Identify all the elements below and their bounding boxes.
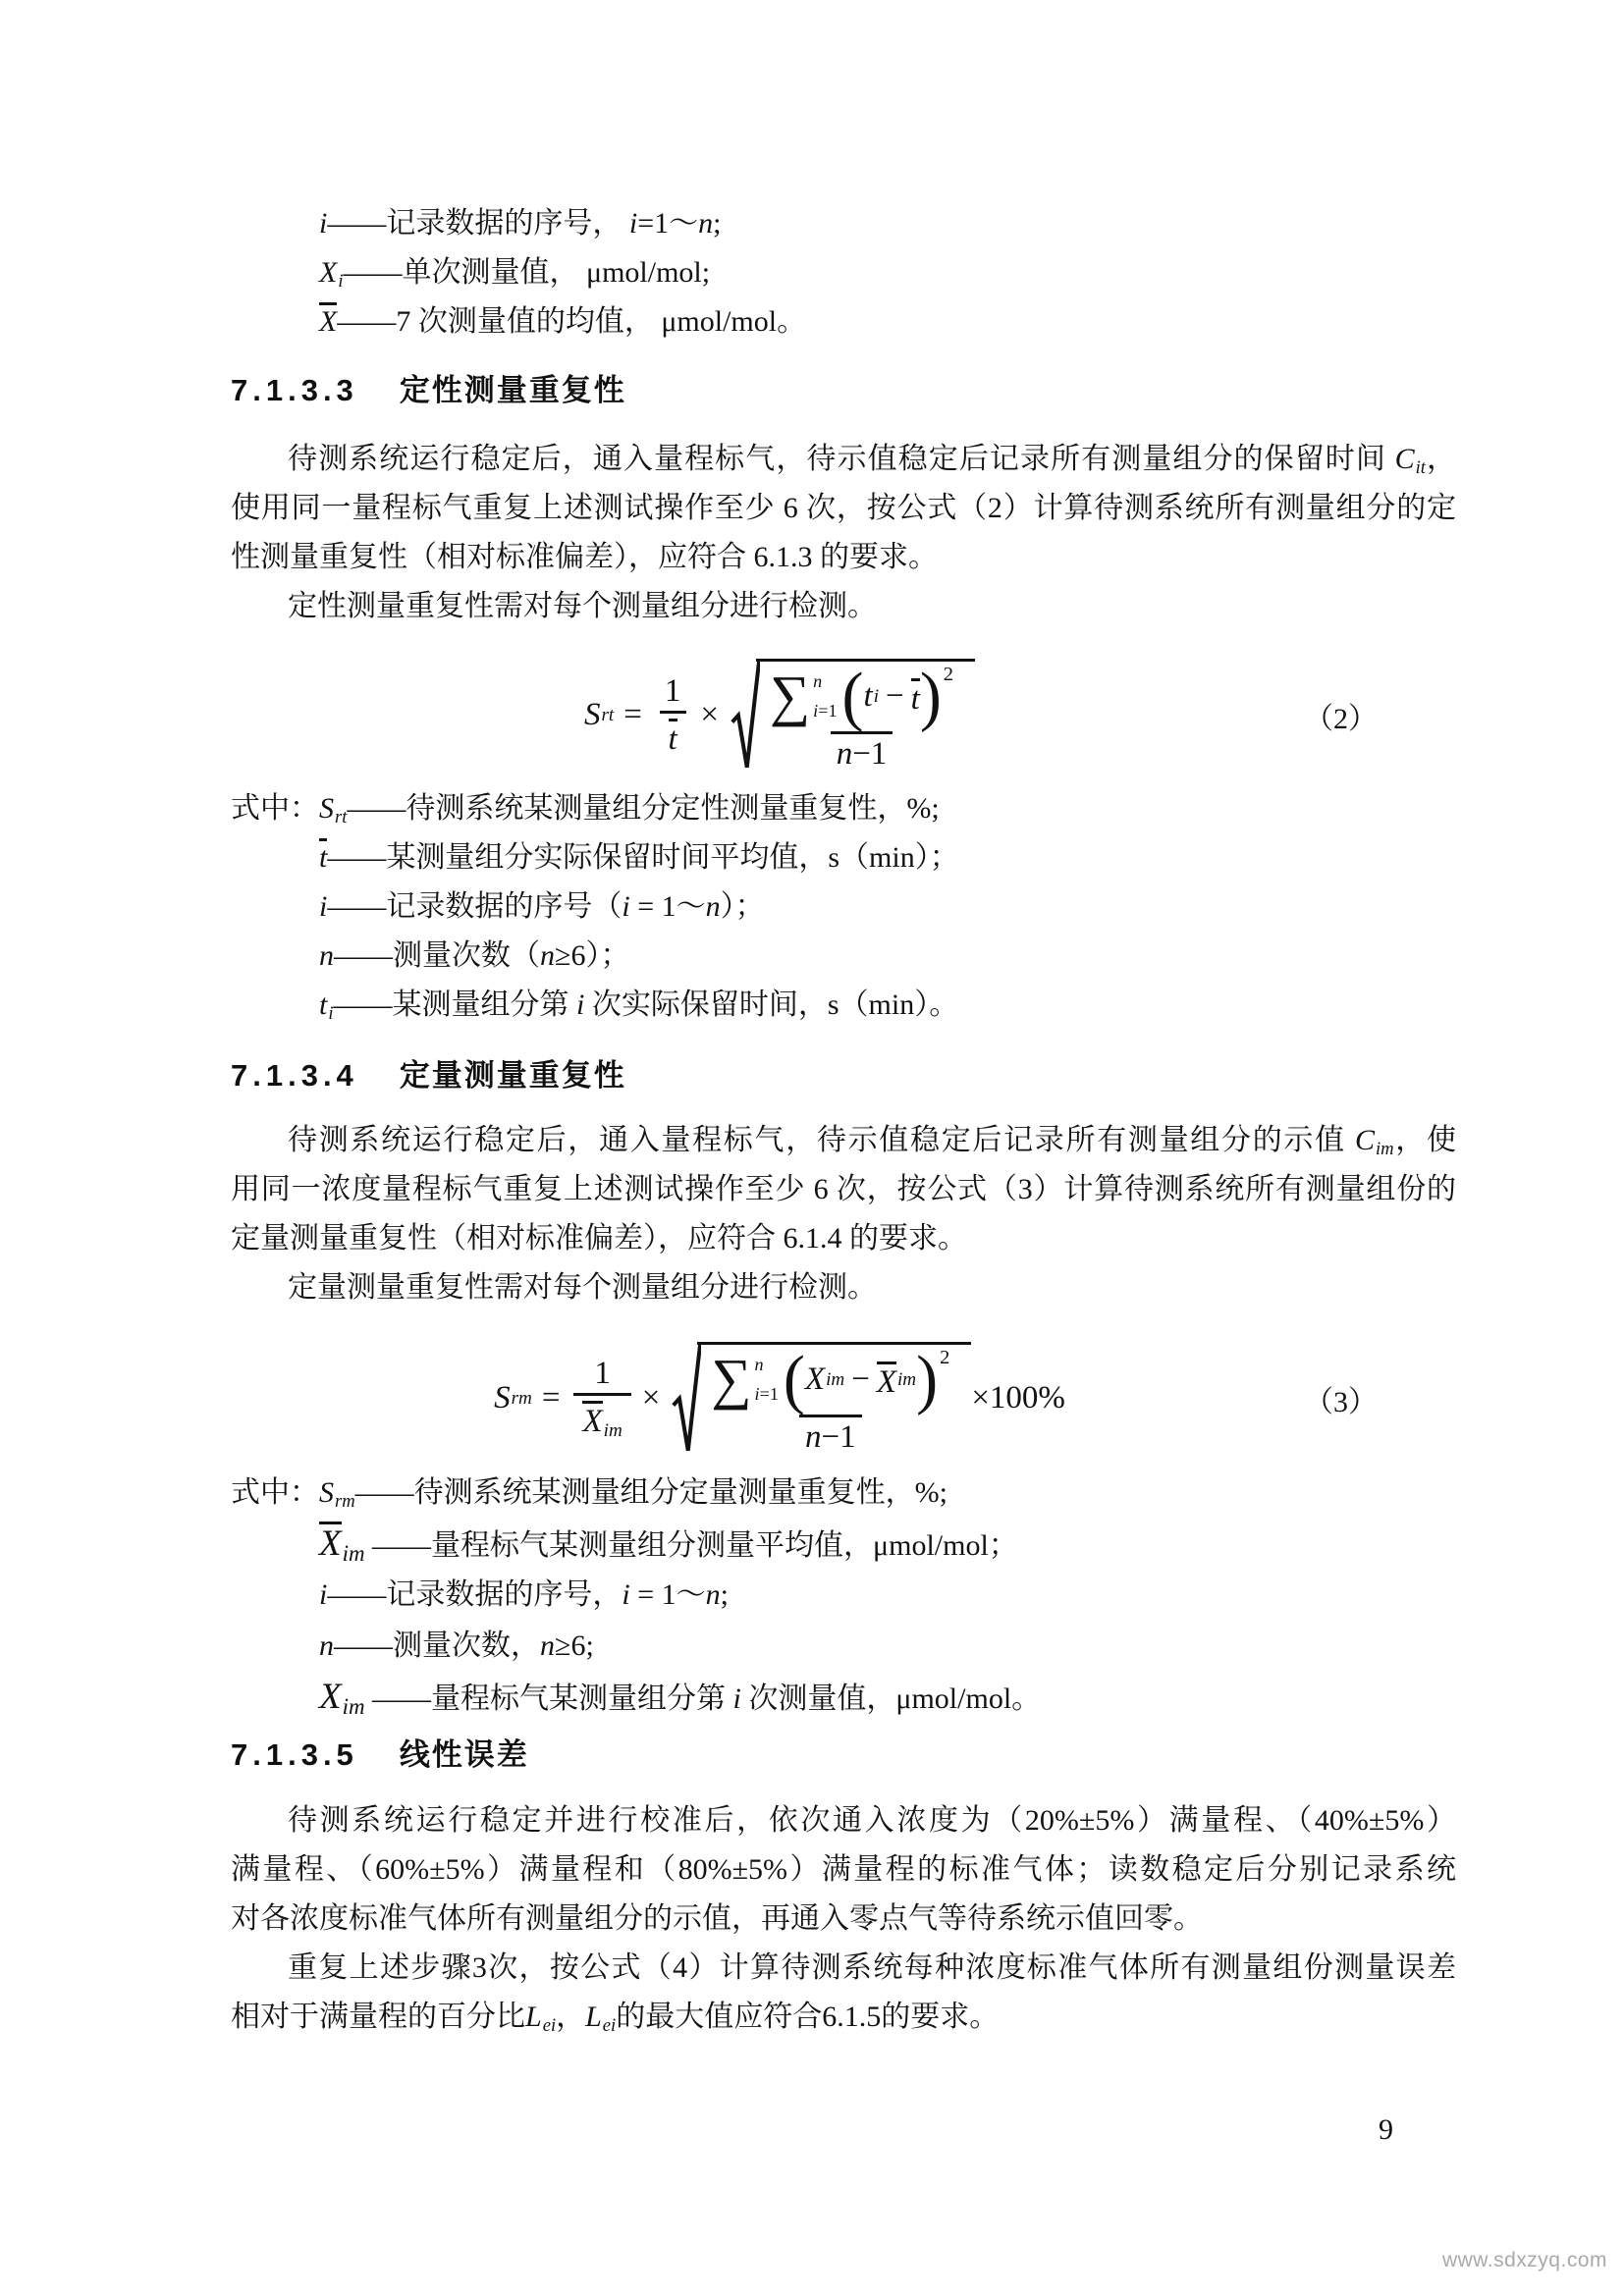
text-line: 满量程、（60%±5%）满量程和（80%±5%）满量程的标准气体；读数稳定后分别记录系统 — [231, 1853, 1456, 1886]
text-line: 待测系统运行稳定后，通入量程标气，待示值稳定后记录所有测量组分的示值 Cim，使 — [288, 1124, 1457, 1160]
definition-item: Xim ——量程标气某测量组分第 i 次测量值，μmol/mol。 — [319, 1677, 1042, 1720]
fraction: ∑ n i=1 ( X im − X im ) 2 n−1 — [711, 1343, 950, 1455]
definition-item: 式中： Srt——待测系统某测量组分定性测量重复性，%; — [231, 784, 1456, 833]
text-line: 待测系统运行稳定后，通入量程标气，待示值稳定后记录所有测量组分的保留时间 Cit， — [288, 443, 1457, 479]
text-line: 重复上述步骤3次，按公式（4）计算待测系统每种浓度标准气体所有测量组份测量误差 — [288, 1951, 1456, 1984]
formula-2-legend — [231, 784, 1456, 1030]
section-title: 定量测量重复性 — [399, 1058, 626, 1093]
text-line: 定性测量重复性需对每个测量组分进行检测。 — [288, 590, 877, 622]
definition-item: i——记录数据的序号（i = 1～n）； — [319, 890, 765, 923]
paragraph — [231, 435, 1456, 631]
section-heading-7-1-3-5 — [231, 1731, 1456, 1780]
definition-item — [231, 199, 1456, 248]
definition-item: Xim ——量程标气某测量组分测量平均值，μmol/mol； — [319, 1523, 1018, 1567]
definition-symbol: i — [319, 207, 328, 240]
fraction: 1 Xim — [573, 1358, 630, 1440]
text-line: 定量测量重复性（相对标准偏差），应符合 6.1.4 的要求。 — [231, 1222, 967, 1255]
legend-label: 式中： — [231, 792, 319, 825]
text-line: 定量测量重复性需对每个测量组分进行检测。 — [288, 1271, 877, 1304]
section-heading-7-1-3-4 — [231, 1051, 1456, 1100]
paragraph — [231, 1116, 1456, 1312]
definition-item: i——记录数据的序号，i = 1～n; — [319, 1578, 729, 1611]
formula-variable: S — [494, 1380, 511, 1416]
summation: ∑ n i=1 — [770, 665, 838, 727]
square-root — [731, 659, 975, 772]
times-100-percent: ×100% — [971, 1380, 1065, 1416]
text-line: 对各浓度标准气体所有测量组分的示值，再通入零点气等待系统示值回零。 — [231, 1902, 1203, 1935]
equation-number: （2） — [1304, 703, 1378, 735]
definition-text: ——记录数据的序号， i=1～n; — [327, 207, 722, 240]
definition-text: ——单次测量值， μmol/mol; — [343, 256, 711, 289]
text-line: 使用同一量程标气重复上述测试操作至少 6 次，按公式（2）计算待测系统所有测量组分的定 — [231, 492, 1456, 524]
section-title: 定性测量重复性 — [399, 373, 626, 407]
definition-item — [231, 248, 1456, 297]
formula-3-legend — [231, 1468, 1456, 1723]
definition-item: t——某测量组分实际保留时间平均值，s（min）； — [231, 833, 1456, 882]
sigma-icon: ∑ — [711, 1348, 752, 1411]
watermark: www.sdxzyq.com — [1441, 2249, 1607, 2271]
definition-item — [231, 297, 1456, 347]
fraction: ∑ n i=1 ( t i − t ) 2 n−1 — [770, 660, 954, 772]
definition-item: ti——某测量组分第 i 次实际保留时间，s（min）。 — [319, 988, 959, 1025]
definition-item: n——测量次数（n≥6）； — [319, 939, 630, 972]
section-heading-7-1-3-3 — [231, 366, 1456, 415]
text-line: 相对于满量程的百分比Lei，Lei的最大值应符合6.1.5的要求。 — [231, 2001, 1000, 2037]
formula-2 — [231, 647, 1456, 784]
page-number: 9 — [1379, 2113, 1393, 2146]
definition-symbol: Xi — [319, 256, 344, 293]
text-line: 待测系统运行稳定并进行校准后，依次通入浓度为（20%±5%）满量程、（40%±5%） — [288, 1804, 1456, 1837]
square-root — [672, 1342, 971, 1455]
definition-item: n——测量次数，n≥6; — [319, 1629, 594, 1662]
formula-2-expression: S rt = $\frac{1}{t}$ × ∑ n i=1 ( t i − t ) 2 n−1 — [584, 659, 975, 772]
equation-number: （3） — [1304, 1386, 1378, 1418]
formula-3 — [231, 1330, 1456, 1468]
section-number: 7.1.3.4 — [231, 1058, 358, 1093]
paragraph — [231, 1796, 1456, 2042]
formula-variable: S — [583, 697, 601, 733]
definition-text: ——7 次测量值的均值， μmol/mol。 — [337, 305, 807, 338]
fraction: $\frac{1}{t}$ — [656, 675, 690, 756]
symbol-definitions-top — [231, 199, 1456, 347]
section-number: 7.1.3.5 — [231, 1737, 358, 1772]
section-number: 7.1.3.3 — [231, 373, 358, 407]
section-title: 线性误差 — [399, 1737, 529, 1772]
legend-label: 式中： — [231, 1476, 319, 1509]
sigma-icon: ∑ — [770, 665, 811, 727]
formula-3-expression: S rm = 1 Xim × ∑ n i=1 ( X im − X im ) 2 n−1 ×100% — [494, 1343, 1065, 1455]
text-line: 性测量重复性（相对标准偏差），应符合 6.1.3 的要求。 — [231, 541, 938, 573]
definition-item: 式中： Srm——待测系统某测量组分定量测量重复性，%; — [231, 1468, 1456, 1519]
text-line: 用同一浓度量程标气重复上述测试操作至少 6 次，按公式（3）计算待测系统所有测量组份的 — [231, 1173, 1456, 1205]
summation: ∑ n i=1 — [711, 1348, 779, 1411]
definition-symbol: X — [319, 305, 337, 338]
